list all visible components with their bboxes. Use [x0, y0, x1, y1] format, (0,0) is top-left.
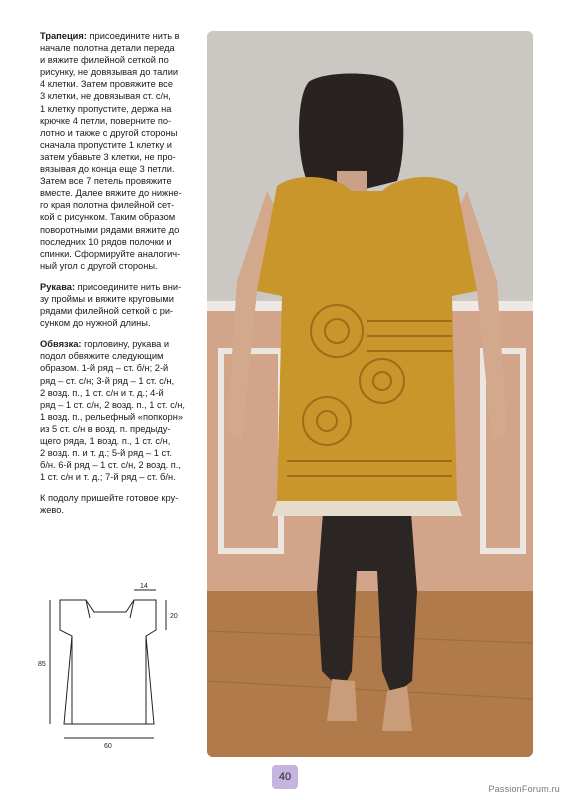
trapezoid-heading: Трапеция:: [40, 31, 87, 41]
edging-paragraph: [40, 338, 200, 483]
edging-heading: Обвязка:: [40, 339, 82, 350]
instructions-column: [40, 30, 200, 526]
sleeve-text: присоедините нить вни- зу проймы и вяжите круговыми рядами филейной сеткой с ри- сунком до нужной длины.: [40, 281, 182, 329]
dimension-height: 85: [38, 661, 46, 668]
garment-photo-illustration: [207, 31, 533, 757]
dimension-shoulder: 20: [170, 613, 178, 620]
trapezoid-text: присоедините нить в начале полотна детали переда и вяжите филейной сеткой по рисунку, не довязывая до талии 4 клетки. Затем провяжите все 3 клетки, не довязывая ст. с/н, 1 клетку пропустите, держа на крючке 4 петли, поверните по- лотно и также с другой стороны сначала пропустите 1 клетку и затем убавьте 3 клетки, не про- вязывая до конца еще 3 петли. Затем все 7 петель провяжите вместе. Далее вяжите до нижне- го края полотна филейной сет- кой с рисунком. Таким образом поворотными рядами вяжите до последних 10 рядов полочки и спинки. Сформируйте аналогич- ный угол с другой стороны.: [40, 31, 182, 271]
trapezoid-paragraph: [40, 30, 200, 272]
sleeve-paragraph: [40, 281, 200, 329]
dimension-width: 60: [104, 743, 112, 750]
lace-note: К подолу пришейте готовое кру- жево.: [40, 493, 179, 516]
page-number: 40: [272, 765, 298, 789]
dimension-neck: 14: [140, 583, 148, 590]
edging-text: горловину, рукава и подол обвяжите следующим образом. 1-й ряд – ст. б/н; 2-й ряд – ст. с/н; 3-й ряд – 1 ст. с/н, 2 возд. п., 1 ст. с/н и т. д.; 4-й ряд – 1 ст. с/н, 2 возд. п., 1 ст. с/н, 1 возд. п., рельефный «попкорн» из 5 ст. с/н в возд. п. предыду- щего ряда, 1 возд. п., 1 ст. с/н, 2 возд. п. и т. д.; 5-й ряд – 1 ст. б/н. 6-й ряд – 1 ст. с/н, 2 возд. п., 1 ст. с/н и т. д.; 7-й ряд – ст. б/н.: [40, 339, 186, 483]
schematic-drawing: [36, 578, 196, 754]
garment-photo: [207, 31, 533, 757]
garment-schematic: [36, 578, 196, 754]
watermark: PassionForum.ru: [488, 784, 560, 794]
sleeve-heading: Рукава:: [40, 281, 76, 292]
